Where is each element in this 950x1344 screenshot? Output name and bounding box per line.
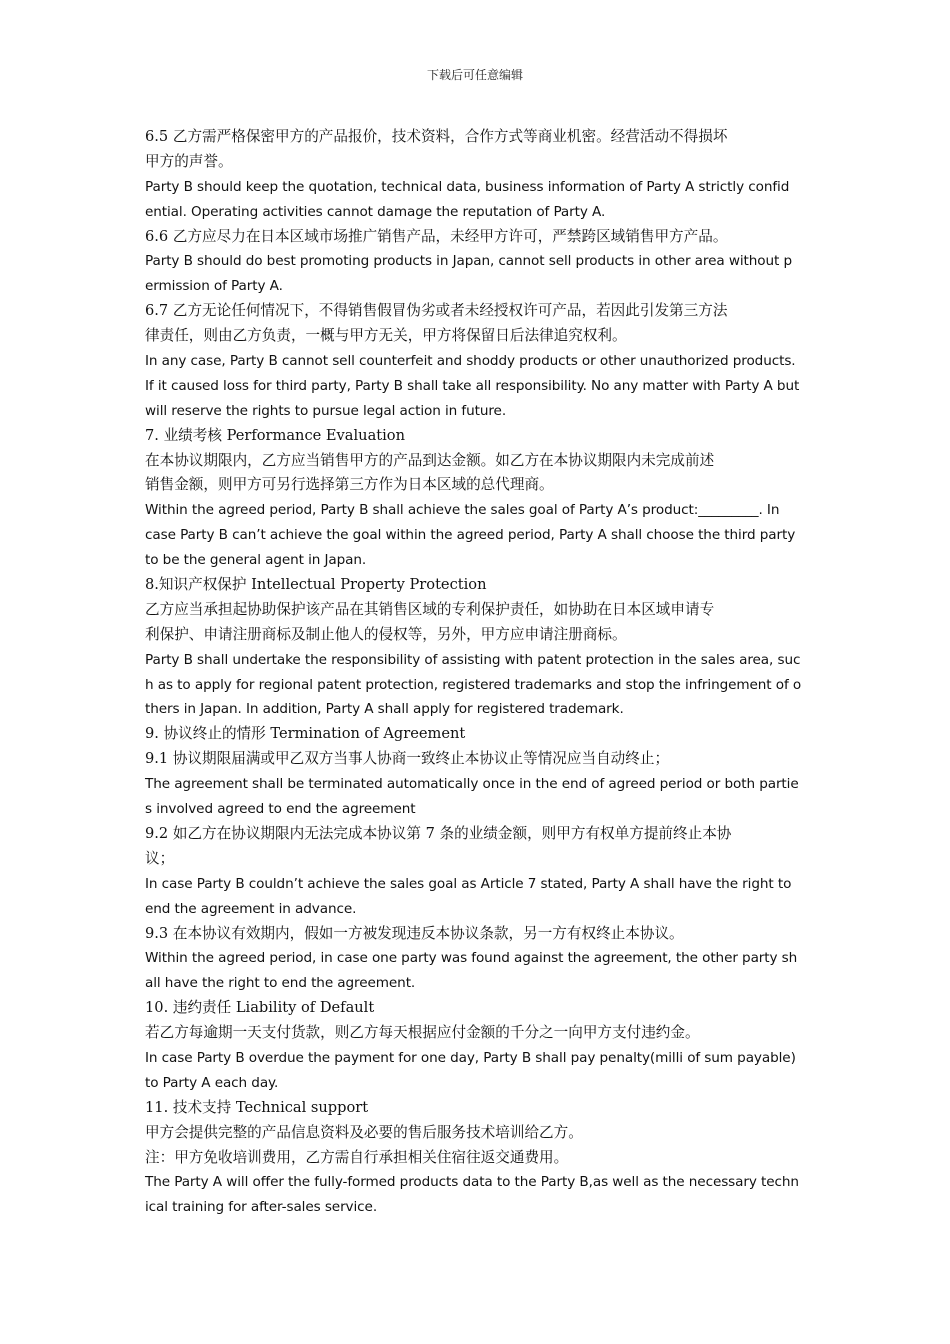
text-line: 6.5 乙方需严格保密甲方的产品报价，技术资料，合作方式等商业机密。经营活动不得损坏 xyxy=(145,128,728,145)
text-line: ical training for after-sales service. xyxy=(145,1199,378,1216)
text-line: The agreement shall be terminated automatically once in the end of agreed period or both partie xyxy=(145,776,799,793)
text-line: end the agreement in advance. xyxy=(145,900,357,917)
text-line: 利保护、申请注册商标及制止他人的侵权等，另外，甲方应申请注册商标。 xyxy=(145,625,627,643)
text-line: thers in Japan. In addition, Party A shall apply for registered trademark. xyxy=(145,701,624,718)
text-line: 议； xyxy=(145,849,175,867)
text-line: 甲方的声誉。 xyxy=(145,152,233,170)
text-line: to be the general agent in Japan. xyxy=(145,552,367,569)
text-line: h as to apply for regional patent protection, registered trademarks and stop the infringement of o xyxy=(145,676,802,693)
text-line: The Party A will offer the fully-formed products data to the Party B,as well as the necessary techn xyxy=(145,1174,799,1191)
text-line: ermission of Party A. xyxy=(145,278,283,295)
text-line: Within the agreed period, Party B shall achieve the sales goal of Party A’s product:_________. In xyxy=(145,502,780,519)
text-line: will reserve the rights to pursue legal action in future. xyxy=(145,402,507,419)
text-line: 10. 违约责任 Liability of Default xyxy=(145,999,375,1017)
text-line: 乙方应当承担起协助保护该产品在其销售区域的专利保护责任，如协助在日本区域申请专 xyxy=(145,600,715,618)
text-line: 若乙方每逾期一天支付货款，则乙方每天根据应付金额的千分之一向甲方支付违约金。 xyxy=(145,1024,700,1042)
text-line: to Party A each day. xyxy=(145,1074,279,1091)
text-line: 6.6 乙方应尽力在日本区域市场推广销售产品，未经甲方许可，严禁跨区域销售甲方产品。 xyxy=(145,227,728,245)
text-line: 销售金额，则甲方可另行选择第三方作为日本区域的总代理商。 xyxy=(145,476,554,494)
text-line: If it caused loss for third party, Party B shall take all responsibility. No any matter with Party A but xyxy=(145,377,800,394)
text-line: Party B should do best promoting products in Japan, cannot sell products in other area without p xyxy=(145,253,792,270)
text-line: case Party B can’t achieve the goal within the agreed period, Party A shall choose the third party xyxy=(145,527,796,544)
text-line: 11. 技术支持 Technical support xyxy=(145,1098,369,1116)
text-line: 在本协议期限内，乙方应当销售甲方的产品到达金额。如乙方在本协议期限内未完成前述 xyxy=(145,451,715,469)
text-line: all have the right to end the agreement. xyxy=(145,975,416,992)
text-line: 律责任，则由乙方负责，一概与甲方无关，甲方将保留日后法律追究权利。 xyxy=(145,327,627,345)
page-header: 下载后可任意编辑 xyxy=(426,68,523,82)
document-body xyxy=(145,125,810,1220)
text-line: ential. Operating activities cannot damage the reputation of Party A. xyxy=(145,203,606,220)
text-line: 9.2 如乙方在协议期限内无法完成本协议第 7 条的业绩金额，则甲方有权单方提前终止本协 xyxy=(145,824,732,842)
text-line: 9.1 协议期限届满或甲乙双方当事人协商一致终止本协议止等情况应当自动终止； xyxy=(145,750,670,768)
text-line: In case Party B overdue the payment for one day, Party B shall pay penalty(milli of sum payable) xyxy=(145,1049,796,1066)
text-line: 7. 业绩考核 Performance Evaluation xyxy=(145,426,405,444)
text-line: Party B should keep the quotation, technical data, business information of Party A strictly confid xyxy=(145,178,790,195)
text-line: In case Party B couldn’t achieve the sales goal as Article 7 stated, Party A shall have the right to xyxy=(145,875,792,892)
text-line: 甲方会提供完整的产品信息资料及必要的售后服务技术培训给乙方。 xyxy=(145,1123,583,1141)
text-line: 9.3 在本协议有效期内，假如一方被发现违反本协议条款，另一方有权终止本协议。 xyxy=(145,924,684,942)
text-line: s involved agreed to end the agreement xyxy=(145,801,416,818)
text-line: 6.7 乙方无论任何情况下，不得销售假冒伪劣或者未经授权许可产品，若因此引发第三方法 xyxy=(145,302,728,320)
text-line: 9. 协议终止的情形 Termination of Agreement xyxy=(145,725,466,743)
text-line: 8.知识产权保护 Intellectual Property Protection xyxy=(145,576,487,594)
text-line: Party B shall undertake the responsibility of assisting with patent protection in the sales area, suc xyxy=(145,651,801,668)
text-line: Within the agreed period, in case one party was found against the agreement, the other party sh xyxy=(145,950,798,967)
text-line: In any case, Party B cannot sell counterfeit and shoddy products or other unauthorized products. xyxy=(145,353,796,370)
text-line: 注：甲方免收培训费用，乙方需自行承担相关住宿往返交通费用。 xyxy=(145,1148,569,1166)
